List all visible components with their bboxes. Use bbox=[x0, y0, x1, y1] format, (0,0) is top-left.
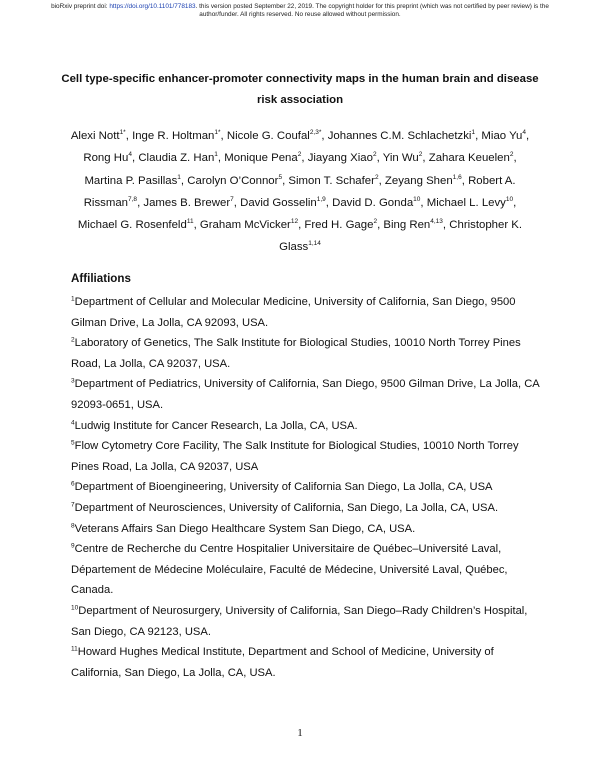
affiliation-text: Department of Pediatrics, University of California, San Diego, 9500 Gilman Drive, La Jolla, CA 92093-0651, USA. bbox=[71, 378, 540, 411]
author-name: Claudia Z. Han bbox=[138, 152, 215, 165]
author-name: Jiayang Xiao bbox=[307, 152, 373, 165]
affiliation-number: 8 bbox=[71, 521, 75, 529]
author-affiliation-mark: 1* bbox=[214, 129, 221, 137]
author-affiliation-mark: 11 bbox=[186, 218, 194, 226]
author-affiliation-mark: 4,13 bbox=[430, 218, 443, 226]
author-name: Christopher K. Glass bbox=[279, 219, 523, 254]
author-name: Michael G. Rosenfeld bbox=[77, 219, 187, 232]
affiliation-item bbox=[71, 539, 541, 601]
author-name: David D. Gonda bbox=[332, 196, 414, 209]
affiliation-number: 4 bbox=[71, 418, 75, 426]
author-affiliation-mark: 12 bbox=[290, 218, 299, 226]
affiliation-item bbox=[71, 292, 541, 333]
author bbox=[84, 175, 180, 187]
affiliation-text: Howard Hughes Medical Institute, Department and School of Medicine, University of California, San Diego, La Jolla, CA, USA. bbox=[71, 646, 494, 679]
author-affiliation-mark: 1* bbox=[119, 129, 126, 137]
affiliation-item bbox=[71, 601, 541, 642]
author-affiliation-mark: 7 bbox=[230, 196, 234, 204]
author bbox=[227, 130, 322, 142]
affiliation-item bbox=[71, 416, 541, 437]
affiliation-text: Department of Bioengineering, University of California San Diego, La Jolla, CA, USA bbox=[74, 481, 493, 494]
author bbox=[383, 152, 423, 164]
author-name: Johannes C.M. Schlachetzki bbox=[327, 130, 472, 142]
author bbox=[328, 130, 475, 142]
page-number: 1 bbox=[297, 727, 303, 739]
author-name: Fred H. Gage bbox=[304, 219, 374, 232]
affiliation-text: Veterans Affairs San Diego Healthcare System San Diego, CA, USA. bbox=[74, 522, 416, 535]
affiliation-number: 3 bbox=[71, 377, 75, 385]
author-name: Robert A. Rissman bbox=[83, 174, 516, 209]
author-affiliation-mark: 1,14 bbox=[308, 240, 321, 248]
author bbox=[138, 152, 218, 164]
affiliation-number: 9 bbox=[71, 542, 75, 550]
affiliation-item bbox=[71, 436, 541, 477]
author-affiliation-mark: 2 bbox=[373, 218, 378, 226]
affiliation-text: Department of Cellular and Molecular Medicine, University of California, San Diego, 9500 Gilman Drive, La Jolla, CA 92093, USA. bbox=[71, 296, 516, 329]
author-name: Michael L. Levy bbox=[426, 196, 506, 209]
author bbox=[224, 152, 301, 164]
author-name: James B. Brewer bbox=[143, 196, 231, 209]
author bbox=[429, 152, 514, 164]
author-affiliation-mark: 2 bbox=[418, 151, 423, 159]
author-name: Monique Pena bbox=[224, 152, 298, 165]
author bbox=[240, 197, 326, 209]
affiliation-number: 11 bbox=[71, 645, 78, 653]
author-name: Alexi Nott bbox=[70, 130, 120, 142]
author bbox=[288, 175, 378, 187]
affiliation-text: Ludwig Institute for Cancer Research, La Jolla, CA, USA. bbox=[74, 419, 358, 432]
author-affiliation-mark: 1 bbox=[471, 129, 476, 137]
author bbox=[78, 219, 194, 231]
author-name: Nicole G. Coufal bbox=[226, 130, 310, 142]
author-affiliation-mark: 7,8 bbox=[128, 196, 138, 204]
affiliation-number: 10 bbox=[71, 604, 79, 612]
author-name: Carolyn O’Connor bbox=[187, 174, 279, 187]
affiliation-item bbox=[71, 498, 541, 519]
author-list: Alexi Nott$^{1*}$, Inge R. Holtman$^{1*}$, Nicole G. Coufal$^{2,3*}$, Johannes C.M. Schlachetzki$^1$, Miao Yu$^4$, Rong Hu$^4$, Claudia Z. Han$^1$, Monique Pena$^2$, Jiayang Xiao$^2$, Yin Wu$^2$, Zahara Keuelen$^2$, Martina P. Pasillas$^1$, Carolyn O’Connor$^5$, Simon T. Schafer$^2$, Zeyang Shen$^{1,6}$, Robert A. Rissman$^{7,8}$, James B. Brewer$^7$, David Gosselin$^{1,9}$, David D. Gonda$^{10}$, Michael L. Levy$^{10}$, Michael G. Rosenfeld$^{11}$, Graham McVicker$^{12}$, Fred H. Gage$^2$, Bing Ren$^{4,13}$, Christopher K. Glass$^{1,14}$ bbox=[70, 129, 530, 254]
author bbox=[83, 152, 132, 164]
author-name: David Gosselin bbox=[240, 196, 317, 209]
author-affiliation-mark: 4 bbox=[128, 151, 132, 159]
affiliation-number: 6 bbox=[71, 480, 75, 488]
author-name: Simon T. Schafer bbox=[288, 174, 375, 187]
author bbox=[385, 175, 462, 187]
affiliation-text: Department of Neurosciences, University of California, San Diego, La Jolla, CA, USA. bbox=[74, 501, 499, 514]
author bbox=[427, 197, 513, 209]
author-affiliation-mark: 10 bbox=[413, 196, 421, 204]
author-affiliation-mark: 2 bbox=[509, 151, 514, 159]
affiliations-heading: Affiliations bbox=[71, 272, 131, 285]
preprint-prefix: bioRxiv preprint doi: bbox=[51, 3, 110, 10]
doi-link[interactable]: https://doi.org/10.1101/778183 bbox=[109, 3, 196, 10]
affiliation-item bbox=[71, 477, 541, 498]
affiliation-number: 7 bbox=[71, 501, 75, 509]
author-affiliation-mark: 5 bbox=[278, 173, 283, 181]
affiliation-text: Flow Cytometry Core Facility, The Salk Institute for Biological Studies, 10010 North Torrey Pines Road, La Jolla, CA 92037, USA bbox=[71, 440, 519, 473]
affiliations-list bbox=[71, 292, 541, 683]
author-name: Rong Hu bbox=[83, 152, 129, 165]
affiliation-item bbox=[71, 519, 541, 540]
author-name: Zeyang Shen bbox=[384, 174, 453, 187]
affiliation-text: Centre de Recherche du Centre Hospitalier Universitaire de Québec–Université Laval, Département de Médecine Moléculaire, Faculté de Médecine, Université Laval, Québec, Canada. bbox=[71, 543, 508, 597]
author bbox=[383, 219, 443, 231]
affiliation-text: Laboratory of Genetics, The Salk Institute for Biological Studies, 10010 North Torrey Pines Road, La Jolla, CA 92037, USA. bbox=[71, 337, 521, 370]
author-affiliation-mark: 1 bbox=[177, 173, 181, 181]
affiliation-item bbox=[71, 374, 541, 415]
affiliation-number: 5 bbox=[71, 439, 75, 447]
paper-title: Cell type-specific enhancer-promoter connectivity maps in the human brain and disease risk association bbox=[61, 73, 539, 106]
author-name: Inge R. Holtman bbox=[132, 130, 215, 142]
author-name: Miao Yu bbox=[481, 130, 523, 142]
affiliation-item bbox=[71, 642, 541, 683]
affiliation-number: 1 bbox=[71, 295, 75, 303]
author-name: Bing Ren bbox=[383, 219, 431, 232]
author-name: Zahara Keuelen bbox=[428, 152, 510, 165]
author-affiliation-mark: 2 bbox=[372, 151, 377, 159]
affiliation-number: 2 bbox=[71, 336, 75, 344]
author bbox=[481, 130, 526, 142]
author-affiliation-mark: 1 bbox=[214, 151, 218, 159]
author bbox=[187, 175, 282, 187]
affiliation-item bbox=[71, 333, 541, 374]
author-name: Yin Wu bbox=[382, 152, 419, 165]
author-affiliation-mark: 2 bbox=[374, 173, 379, 181]
preprint-rest: . this version posted September 22, 2019. The copyright holder for this preprint (which was not certified by peer review) is the author/funder. All rights reserved. No reuse allowed without permission. bbox=[195, 3, 549, 18]
author-affiliation-mark: 4 bbox=[522, 129, 526, 137]
author-name: Graham McVicker bbox=[199, 219, 291, 232]
author bbox=[71, 130, 126, 142]
author-affiliation-mark: 1,6 bbox=[452, 173, 462, 181]
author bbox=[304, 219, 377, 231]
author-affiliation-mark: 2,3* bbox=[309, 129, 322, 137]
author bbox=[332, 197, 420, 209]
affiliation-text: Department of Neurosurgery, University of California, San Diego–Rady Children’s Hospital, San Diego, CA 92123, USA. bbox=[71, 604, 528, 638]
author-affiliation-mark: 2 bbox=[297, 151, 302, 159]
preprint-notice bbox=[40, 3, 560, 19]
author-affiliation-mark: 10 bbox=[505, 196, 514, 204]
author-name: Martina P. Pasillas bbox=[84, 174, 178, 187]
author bbox=[200, 219, 298, 231]
author-affiliation-mark: 1,9 bbox=[316, 196, 326, 204]
author bbox=[308, 152, 377, 164]
author bbox=[143, 197, 233, 209]
author bbox=[132, 130, 220, 142]
